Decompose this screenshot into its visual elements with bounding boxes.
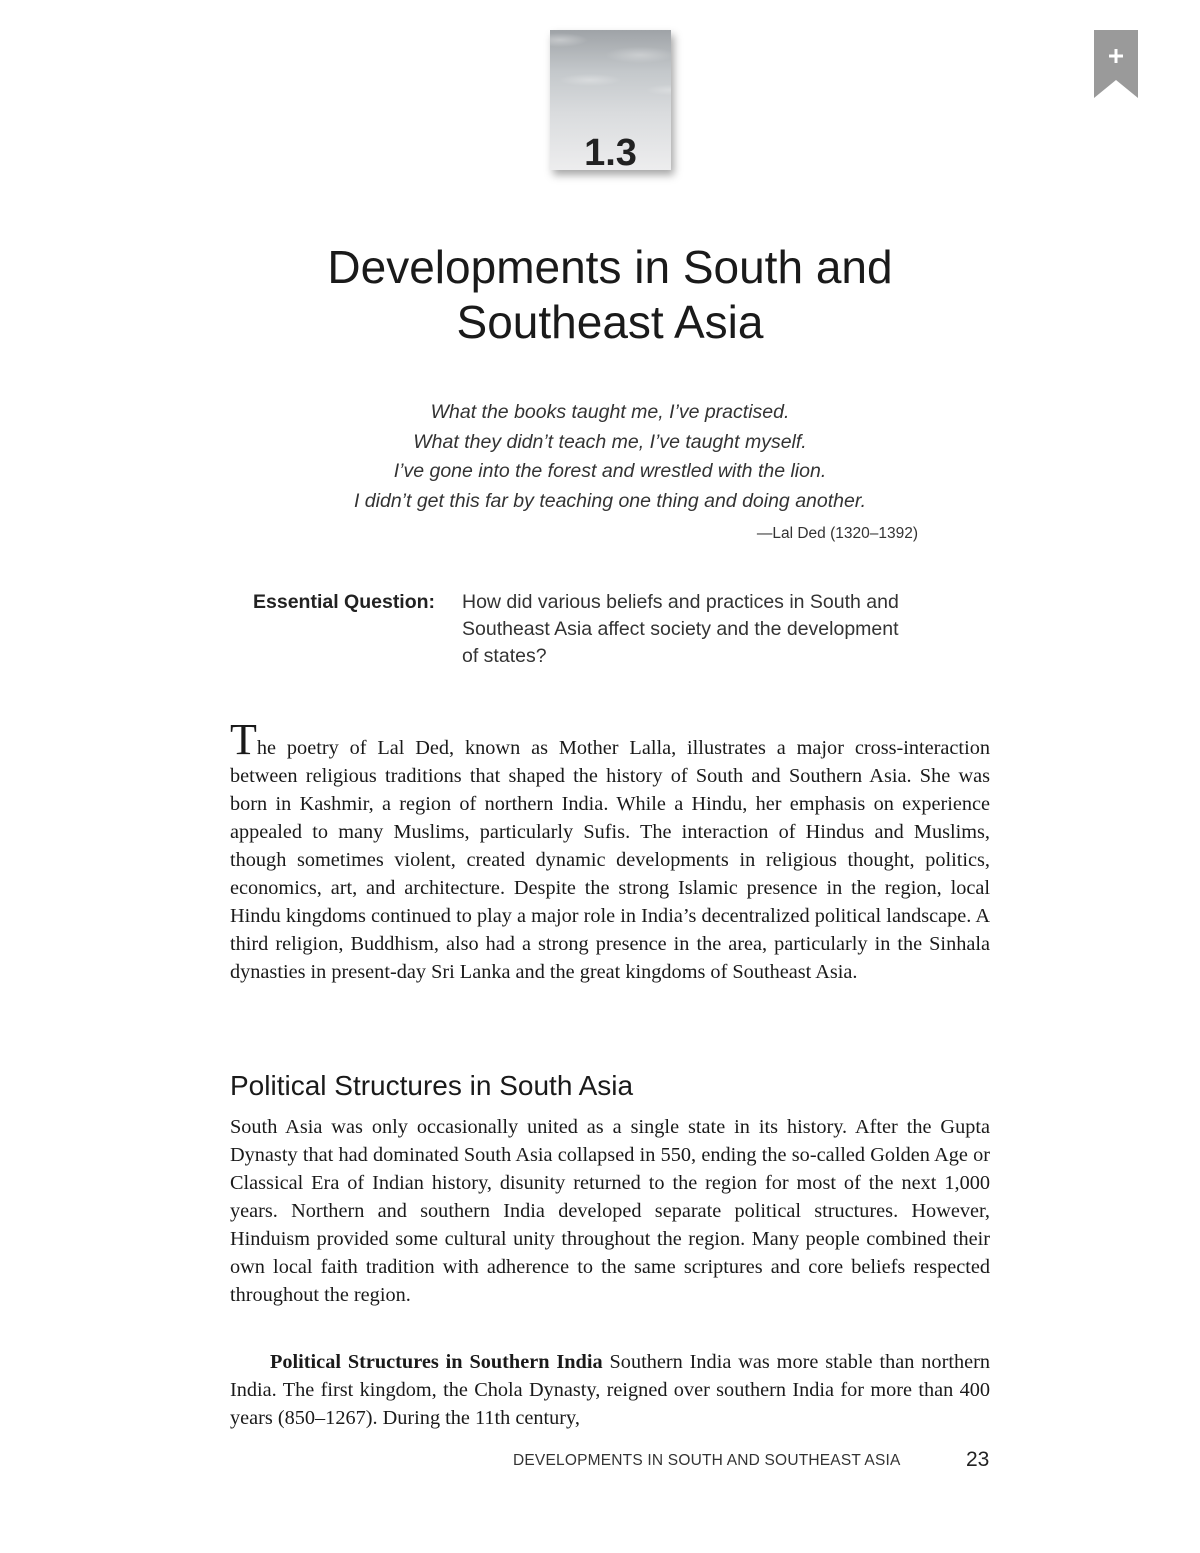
intro-text: he poetry of Lal Ded, known as Mother Lalla, illustrates a major cross-interaction between religious traditions that shaped the history of South and Southern Asia. She was born in Kashmir, a region of northern India. While a Hindu, her emphasis on experience appealed to many Muslims, particularly Sufis. The interaction of Hindus and Muslims, though sometimes violent, created dynamic developments in religious thought, politics, economics, art, and architecture. Despite the strong Islamic presence in the region, local Hindu kingdoms continued to play a major role in India’s decentralized political landscape. A third religion, Buddhism, also had a strong presence in the area, particularly in the Sinhala dynasties in present-day Sri Lanka and the great kingdoms of Southeast Asia. <box>230 737 990 983</box>
running-footer-title: DEVELOPMENTS IN SOUTH AND SOUTHEAST ASIA <box>513 1452 901 1469</box>
body-paragraph <box>230 1348 990 1432</box>
run-in-heading: Political Structures in Southern India <box>270 1351 603 1373</box>
section-number-badge <box>550 30 671 170</box>
intro-paragraph <box>230 715 990 986</box>
epigraph-line: What they didn’t teach me, I’ve taught myself. <box>413 430 807 453</box>
drop-cap: T <box>230 715 257 764</box>
essential-question-text <box>462 589 962 670</box>
epigraph-attribution: —Lal Ded (1320–1392) <box>756 525 918 542</box>
essential-question-line: of states? <box>462 645 547 667</box>
section-number: 1.3 <box>584 132 637 170</box>
bookmark-plus-icon <box>1094 30 1138 98</box>
section-heading: Political Structures in South Asia <box>230 1070 634 1101</box>
chapter-title-line-1: Developments in South and <box>327 241 893 293</box>
chapter-title-line-2: Southeast Asia <box>456 296 764 348</box>
epigraph-line: I’ve gone into the forest and wrestled with the lion. <box>393 460 827 482</box>
paragraph-text: Southern India was more stable than northern India. The first kingdom, the Chola Dynasty, reigned over southern India for more than 400 years (850–1267). During the 11th century, <box>230 1351 990 1429</box>
body-paragraph: South Asia was only occasionally united as a single state in its history. After the Gupta Dynasty that had dominated South Asia collapsed in 550, ending the so-called Golden Age or Classical Era of Indian history, disunity returned to the region for most of the next 1,000 years. Northern and southern India developed separate political structures. However, Hinduism provided some cultural unity throughout the region. Many people combined their own local faith tradition with adherence to the same scriptures and core beliefs respected throughout the region. <box>230 1116 990 1306</box>
essential-question-line: Southeast Asia affect society and the development <box>462 618 899 640</box>
epigraph-line: I didn’t get this far by teaching one thing and doing another. <box>353 489 867 512</box>
chapter-title <box>200 240 1020 350</box>
essential-question-line: How did various beliefs and practices in South and <box>462 591 899 613</box>
epigraph-line: What the books taught me, I’ve practised. <box>430 401 790 423</box>
essential-question-label: Essential Question: <box>253 591 436 613</box>
epigraph <box>300 398 920 516</box>
bookmark-button[interactable] <box>1094 30 1138 98</box>
page-number: 23 <box>966 1448 990 1471</box>
water-texture <box>550 30 671 110</box>
